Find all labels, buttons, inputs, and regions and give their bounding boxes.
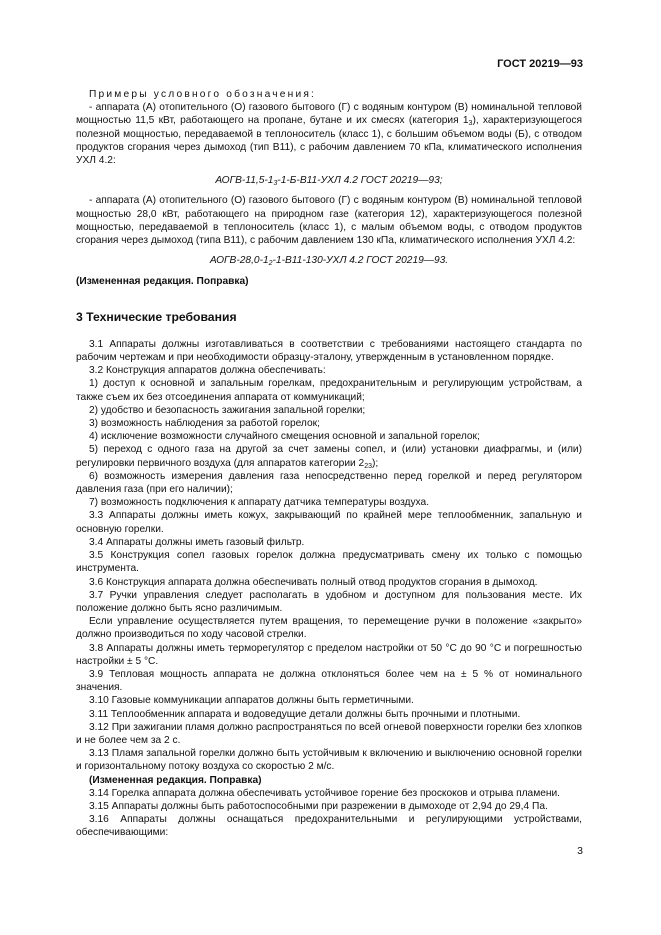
paragraph-3-11: 3.11 Теплообменник аппарата и водоведущие детали должны быть прочными и плотными. [89,708,521,720]
paragraph-3-5: 3.5 Конструкция сопел газовых горелок должна предусматривать смену их только с помощью инструмента. [76,550,582,575]
page-number: 3 [577,845,583,857]
example-1: - аппарата (А) отопительного (О) газового бытового (Г) с водяным контуром (В) номинальной тепловой мощностью 11,5 кВт, работающего на пропане, бутане и их смесях (категория $1_3$), характеризующегося полезной мощностью, передаваемой в теплоноситель (класс 1), с большим объемом воды (Б), с отводом продуктов сгорания через дымоход (тип В11), с рабочим давлением 70 кПа, климатического исполнения УХЛ 4.2: [76,102,583,167]
paragraph-3-1: 3.1 Аппараты должны изготавливаться в соответствии с требованиями настоящего стандарта по рабочим чертежам и при необходимости образцу-эталону, утвержденным в установленном порядке. [76,338,582,364]
revision-note-2: (Измененная редакция. Поправка) [89,774,262,786]
paragraph-3-7b: Если управление осуществляется путем вращения, то перемещение ручки в положение «закрыто» должно производиться по ходу часовой стрелки. [76,616,582,641]
list-item-6: 6) возможность измерения давления газа непосредственно перед горелкой и перед регулятором давления газа (при его наличии); [76,470,582,496]
list-item-7: 7) возможность подключения к аппарату датчика температуры воздуха. [89,497,430,509]
paragraph-3-14: 3.14 Горелка аппарата должна обеспечивать устойчивое горение без проскоков и отрыва пламени. [89,787,561,799]
revision-note: (Измененная редакция. Поправка) [76,276,249,288]
paragraph-3-9: 3.9 Тепловая мощность аппарата не должна отклоняться более чем на ± 5 % от номинального значения. [76,668,582,694]
paragraph-3-3: 3.3 Аппараты должны иметь кожух, закрывающий по крайней мере теплообменник, запальную и основную горелки. [76,510,582,535]
list-item-3: 3) возможность наблюдения за работой горелок; [89,418,320,430]
paragraph-3-16: 3.16 Аппараты должны оснащаться предохранительными и регулирующими устройствами, обеспечивающими: [76,814,582,839]
list-item-2: 2) удобство и безопасность зажигания запальной горелки; [89,404,366,416]
list-item-1: 1) доступ к основной и запальным горелкам, предохранительным и регулирующим устройствам, а также съем их без отсоединения аппарата от коммуникаций; [76,378,582,403]
examples-heading: Примеры условного обозначения: [89,89,317,100]
paragraph-3-4: 3.4 Аппараты должны иметь газовый фильтр. [89,536,305,548]
list-item-4: 4) исключение возможности случайного смещения основной и запальной горелок; [89,431,480,443]
paragraph-3-7: 3.7 Ручки управления следует располагать в удобном и доступном для пользования месте. Их положение должно быть ясно различимым. [76,589,582,614]
page-header: ГОСТ 20219—93 [497,58,583,70]
paragraph-3-13: 3.13 Пламя запальной горелки должно быть устойчивым к включению и выключению основной горелки и горизонтальному потоку воздуха со скоростью 2 м/с. [76,748,582,773]
document-body [76,88,582,840]
example-2: - аппарата (А) отопительного (О) газового бытового (Г) с водяным контуром (В) номинальной тепловой мощностью 28,0 кВт, работающего на природном газе (категория 12), характеризующегося полезной мощностью, передаваемой в теплоноситель (класс 1), с малым объемом воды, с отводом продуктов сгорания через дымоход (типа В11), с рабочим давлением 130 кПа, климатического исполнения УХЛ 4.2: [76,195,582,247]
paragraph-3-10: 3.10 Газовые коммуникации аппаратов должны быть герметичными. [89,695,414,707]
formula-2: АОГВ-$28,0-1_2-1-В11-130$-УХЛ 4.2 ГОСТ 20219—93. [209,255,449,268]
paragraph-3-15: 3.15 Аппараты должны быть работоспособными при разрежении в дымоходе от 2,94 до 29,4 Па. [89,800,548,812]
paragraph-3-8: 3.8 Аппараты должны иметь терморегулятор с пределом настройки от 50 °С до 90 °С и погрешностью настройки ± 5 °С. [76,642,582,667]
paragraph-3-2: 3.2 Конструкция аппаратов должна обеспечивать: [89,365,326,377]
formula-1: АОГВ-$11,5-1_3-1-Б-В11$-УХЛ 4.2 ГОСТ 20219—93; [215,175,443,188]
paragraph-3-12: 3.12 При зажигании пламя должно распространяться по всей огневой поверхности горелки без хлопков и не более чем за 2 с. [76,721,582,746]
section-title: 3 Технические требования [76,309,237,324]
paragraph-3-6: 3.6 Конструкция аппарата должна обеспечивать полный отвод продуктов сгорания в дымоход. [89,576,538,588]
list-item-5: 5) переход с одного газа на другой за счет замены сопел, и (или) установки диафрагмы, и (или) регулировки первичного воздуха (для аппаратов категории $2_{23}$); [76,444,582,470]
